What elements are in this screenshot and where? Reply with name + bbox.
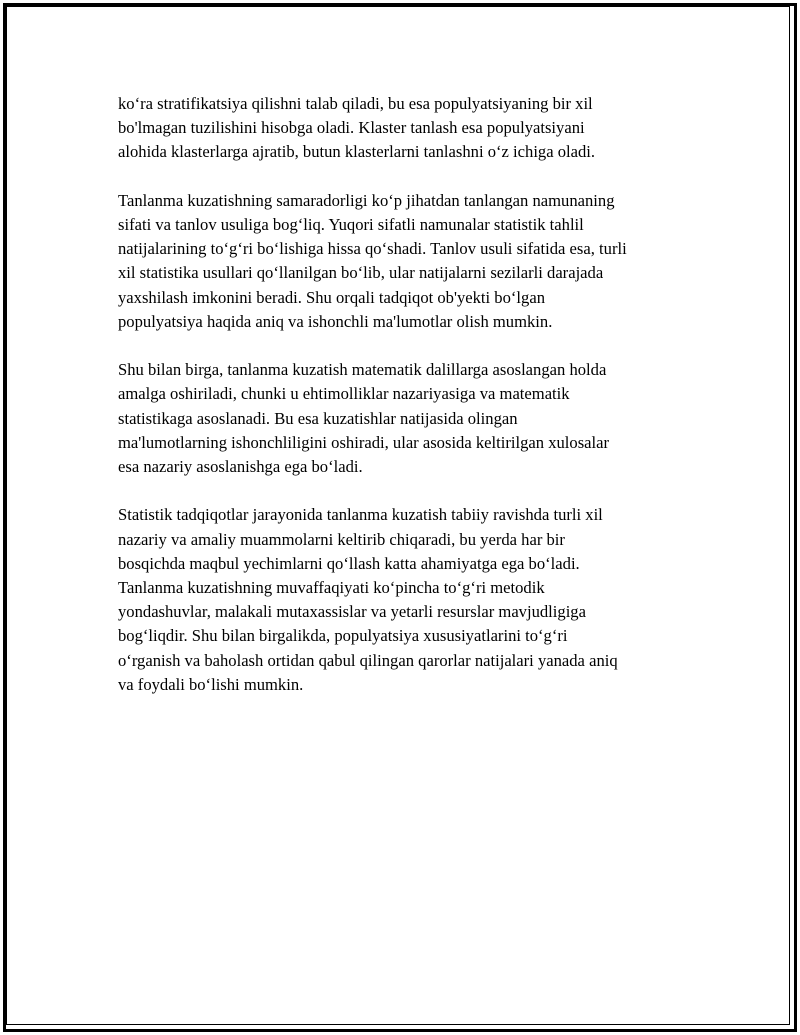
paragraph-1 — [118, 92, 698, 165]
text-line: nazariy va amaliy muammolarni keltirib chiqaradi, bu yerda har bir — [118, 529, 565, 549]
text-line: esa nazariy asoslanishga ega bo‘ladi. — [118, 457, 363, 477]
text-line: Shu bilan birga, tanlanma kuzatish matematik dalillarga asoslangan holda — [118, 360, 607, 380]
text-line: bo'lmagan tuzilishini hisobga oladi. Klaster tanlash esa populyatsiyani — [118, 118, 585, 138]
text-line: natijalarining to‘g‘ri bo‘lishiga hissa qo‘shadi. Tanlov usuli sifatida esa, turli — [118, 239, 627, 259]
paragraph-3 — [118, 358, 698, 479]
paragraph-2 — [118, 189, 698, 334]
text-line: amalga oshiriladi, chunki u ehtimolliklar nazariyasiga va matematik — [118, 384, 570, 404]
text-line: o‘rganish va baholash ortidan qabul qilingan qarorlar natijalari yanada aniq — [118, 650, 618, 670]
text-line: Tanlanma kuzatishning samaradorligi ko‘p jihatdan tanlangan namunaning — [118, 190, 615, 210]
document-body — [118, 92, 698, 721]
text-line: Tanlanma kuzatishning muvaffaqiyati ko‘pincha to‘g‘ri metodik — [118, 578, 545, 598]
text-line: ma'lumotlarning ishonchliligini oshiradi, ular asosida keltirilgan xulosalar — [118, 432, 610, 452]
text-line: populyatsiya haqida aniq va ishonchli ma'lumotlar olish mumkin. — [118, 311, 553, 331]
text-line: ko‘ra stratifikatsiya qilishni talab qiladi, bu esa populyatsiyaning bir xil — [118, 94, 593, 113]
paragraph-4 — [118, 503, 698, 697]
text-line: statistikaga asoslanadi. Bu esa kuzatishlar natijasida olingan — [118, 408, 518, 428]
text-line: alohida klasterlarga ajratib, butun klasterlarni tanlashni o‘z ichiga oladi. — [118, 142, 596, 162]
text-line: xil statistika usullari qo‘llanilgan bo‘lib, ular natijalarni sezilarli darajada — [118, 263, 604, 283]
text-line: sifati va tanlov usuliga bog‘liq. Yuqori sifatli namunalar statistik tahlil — [118, 215, 584, 234]
text-line: bosqichda maqbul yechimlarni qo‘llash katta ahamiyatga ega bo‘ladi. — [118, 553, 580, 573]
text-line: va foydali bo‘lishi mumkin. — [118, 674, 304, 694]
text-line: yaxshilash imkonini beradi. Shu orqali tadqiqot ob'yekti bo‘lgan — [118, 287, 545, 307]
text-line: bog‘liqdir. Shu bilan birgalikda, populyatsiya xususiyatlarini to‘g‘ri — [118, 626, 568, 646]
text-line: yondashuvlar, malakali mutaxassislar va yetarli resurslar mavjudligiga — [118, 602, 586, 622]
text-line: Statistik tadqiqotlar jarayonida tanlanma kuzatish tabiiy ravishda turli xil — [118, 505, 603, 525]
